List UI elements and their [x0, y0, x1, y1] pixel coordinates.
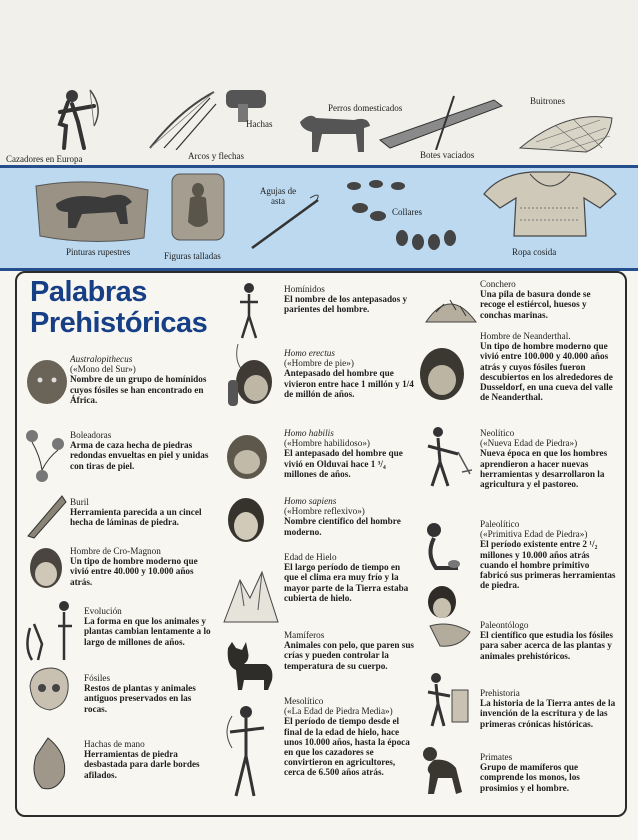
entry-hachas-mano-body: Herramientas de piedra desbastada para darle bordes afilados. [84, 749, 200, 780]
entry-habilis-body: El antepasado del hombre que vivió en Olduvai hace 1 ³/₄ millones de años. [284, 448, 403, 479]
glossary-title-line1: Palabras [30, 276, 147, 308]
mesolithic-hunter-icon [220, 704, 268, 800]
entry-buril-body: Herramienta parecida a un cincel hecha de láminas de piedra. [70, 507, 202, 528]
paleolithic-toolmaker-icon [416, 520, 466, 572]
glossary-title-line2: Prehistóricas [30, 307, 208, 339]
primate-monkey-icon [416, 744, 472, 798]
carved-figure-illustration [170, 172, 226, 242]
entry-prehistoria [480, 688, 616, 729]
entry-habilis-sub: («Hombre habilidoso») [284, 438, 370, 449]
entry-prehistoria-body: La historia de la Tierra antes de la invención de la escritura y de las primeras crónicas históricas. [480, 698, 616, 729]
needle-illustration [248, 192, 324, 252]
fossil-skull-icon [24, 666, 72, 712]
entry-neanderthal [480, 331, 616, 402]
entry-buril-head: Buril [70, 497, 89, 507]
entry-erectus-sub: («Hombre de pie») [284, 358, 354, 369]
caption-perros: Perros domesticados [328, 103, 403, 113]
ice-age-mountains-icon [222, 566, 280, 624]
entry-conchero [480, 279, 616, 320]
sewn-clothing-illustration [480, 168, 620, 240]
entry-sapiens-body: Nombre científico del hombre moderno. [284, 516, 401, 537]
entry-neolitico-body: Nueva época en que los hombres aprendieron a hacer nuevas herramientas y desarrollaron la agricultura y el pastoreo. [480, 448, 608, 490]
entry-fosiles [84, 673, 214, 714]
glossary-title [30, 277, 207, 339]
entry-australopithecus-head: Australopithecus [70, 354, 133, 364]
entry-evolucion [84, 606, 212, 647]
entry-hachas-mano [84, 739, 214, 780]
entry-fosiles-head: Fósiles [84, 673, 111, 683]
entry-prehistoria-head: Prehistoria [480, 688, 520, 698]
entry-australopithecus [70, 354, 212, 405]
entry-paleolitico-head: Paleolítico [480, 519, 520, 529]
entry-conchero-body: Una pila de basura donde se recoge el estiércol, huesos y conchas marinas. [480, 289, 591, 320]
bows-arrows-illustration [140, 90, 220, 150]
caption-collares: Collares [392, 207, 422, 217]
entry-evolucion-body: La forma en que los animales y plantas cambian lentamente a lo largo de millones de años. [84, 616, 211, 647]
buril-tool-icon [24, 492, 68, 540]
entry-mesolitico-sub: («La Edad de Piedra Media») [284, 706, 393, 717]
caption-agujas: Agujas de asta [259, 186, 297, 206]
australopithecus-face-icon [24, 356, 70, 406]
entry-conchero-head: Conchero [480, 279, 516, 289]
paleontologist-icon [420, 586, 474, 652]
entry-mesolitico-head: Mesolítico [284, 696, 324, 706]
entry-australopithecus-sub: («Mono del Sur») [70, 364, 136, 375]
entry-evolucion-head: Evolución [84, 606, 122, 616]
entry-hielo-body: El largo período de tiempo en que el clima era muy frío y la mayor parte de la Tierra estaba cubierta de hielo. [284, 562, 409, 603]
cat-mammal-icon [222, 638, 276, 692]
cromagnon-face-icon [24, 546, 68, 592]
entry-neanderthal-head: Hombre de Neanderthal. [480, 331, 571, 341]
neolithic-farmer-icon [418, 424, 474, 488]
entry-hominidos-body: El nombre de los antepasados y parientes del hombre. [284, 294, 408, 315]
hunter-illustration [38, 86, 108, 152]
prehistory-writer-icon [422, 670, 472, 728]
entry-mamiferos [284, 630, 416, 671]
entry-neolitico [480, 428, 616, 489]
entry-mamiferos-head: Mamíferos [284, 630, 325, 640]
entry-neolitico-head: Neolítico [480, 428, 515, 438]
homo-sapiens-face-icon [224, 496, 268, 548]
caption-buitrones: Buitrones [530, 96, 565, 106]
entry-paleolitico-body: El período existente entre 2 ¹/₂ millones y 10.000 años atrás cuando el hombre primitivo fabricó sus primeras herramientas de piedra. [480, 539, 616, 591]
entry-erectus-body: Antepasado del hombre que vivieron entre hace 1 millón y 1/4 de millón de años. [284, 368, 414, 399]
entry-mamiferos-body: Animales con pelo, que paren sus crías y pueden controlar la temperatura de su cuerpo. [284, 640, 415, 671]
entry-mesolitico [284, 696, 416, 778]
caption-hachas: Hachas [246, 119, 273, 129]
entry-australopithecus-body: Nombre de un grupo de homínidos cuyos fósiles se han encontrado en África. [70, 374, 207, 405]
entry-cromagnon [70, 546, 212, 587]
entry-paleontologo [480, 620, 616, 661]
dog-illustration [294, 108, 374, 154]
entry-mesolitico-body: El período de tiempo desde el final de la edad de hielo, hace unos 10.000 años, hasta la época en que los cazadores se convirtieron en agricultores, cerca de 6.500 años atrás. [284, 716, 410, 778]
entry-erectus-head: Homo erectus [284, 348, 335, 358]
cave-painting-illustration [32, 176, 152, 246]
canoe-illustration [376, 94, 506, 150]
entry-cromagnon-body: Un tipo de hombre moderno que vivió entre 40.000 y 10.000 años atrás. [70, 556, 198, 587]
entry-paleontologo-body: El científico que estudia los fósiles para saber acerca de las plantas y animales prehistóricos. [480, 630, 613, 661]
entry-hominidos [284, 284, 414, 315]
entry-sapiens [284, 496, 414, 537]
neanderthal-face-icon [416, 346, 468, 404]
entry-boleadoras [70, 430, 212, 471]
entry-paleolitico [480, 519, 618, 590]
entry-sapiens-sub: («Hombre reflexivo») [284, 506, 365, 517]
caption-figuras: Figuras talladas [164, 251, 221, 261]
axe-illustration [222, 84, 272, 124]
hand-axe-icon [28, 736, 70, 792]
entry-hominidos-head: Homínidos [284, 284, 325, 294]
homo-erectus-face-icon [224, 340, 276, 414]
caption-pinturas: Pinturas rupestres [66, 247, 131, 257]
entry-paleolitico-sub: («Primitiva Edad de Piedra») [480, 529, 588, 540]
entry-hielo-head: Edad de Hielo [284, 552, 337, 562]
entry-fosiles-body: Restos de plantas y animales antiguos preservados en las rocas. [84, 683, 196, 714]
entry-boleadoras-body: Arma de caza hecha de piedras redondas envueltas en piel y unidas con tiras de piel. [70, 440, 209, 471]
necklace-illustration [340, 176, 470, 260]
entry-neanderthal-body: Un tipo de hombre moderno que vivió entre 100.000 y 40.000 años atrás y cuyos fósiles fueron descubiertos en los alrededores de Dusseldorf, en una cueva del valle de Neanderthal. [480, 341, 613, 403]
entry-boleadoras-head: Boleadoras [70, 430, 112, 440]
entry-paleontologo-head: Paleontólogo [480, 620, 529, 630]
fish-trap-illustration [516, 108, 616, 156]
evolution-figures-icon [20, 598, 80, 664]
entry-buril [70, 497, 212, 528]
entry-primates-body: Grupo de mamíferos que comprende los monos, los prosimios y el hombre. [480, 762, 580, 793]
entry-sapiens-head: Homo sapiens [284, 496, 337, 506]
shell-midden-icon [424, 282, 478, 326]
entry-primates-head: Primates [480, 752, 513, 762]
caption-ropa: Ropa cosida [512, 247, 557, 257]
entry-habilis-head: Homo habilis [284, 428, 334, 438]
caption-cazadores: Cazadores en Europa [6, 154, 83, 164]
entry-cromagnon-head: Hombre de Cro-Magnon [70, 546, 161, 556]
entry-hachas-mano-head: Hachas de mano [84, 739, 145, 749]
entry-hielo [284, 552, 416, 603]
caption-arcos: Arcos y flechas [188, 151, 244, 161]
entry-primates [480, 752, 616, 793]
boleadoras-icon [22, 428, 68, 484]
hominid-figure-icon [232, 280, 266, 340]
entry-erectus [284, 348, 414, 399]
homo-habilis-face-icon [224, 432, 270, 482]
caption-botes: Botes vaciados [420, 150, 475, 160]
entry-neolitico-sub: («Nueva Edad de Piedra») [480, 438, 578, 449]
entry-habilis [284, 428, 414, 479]
